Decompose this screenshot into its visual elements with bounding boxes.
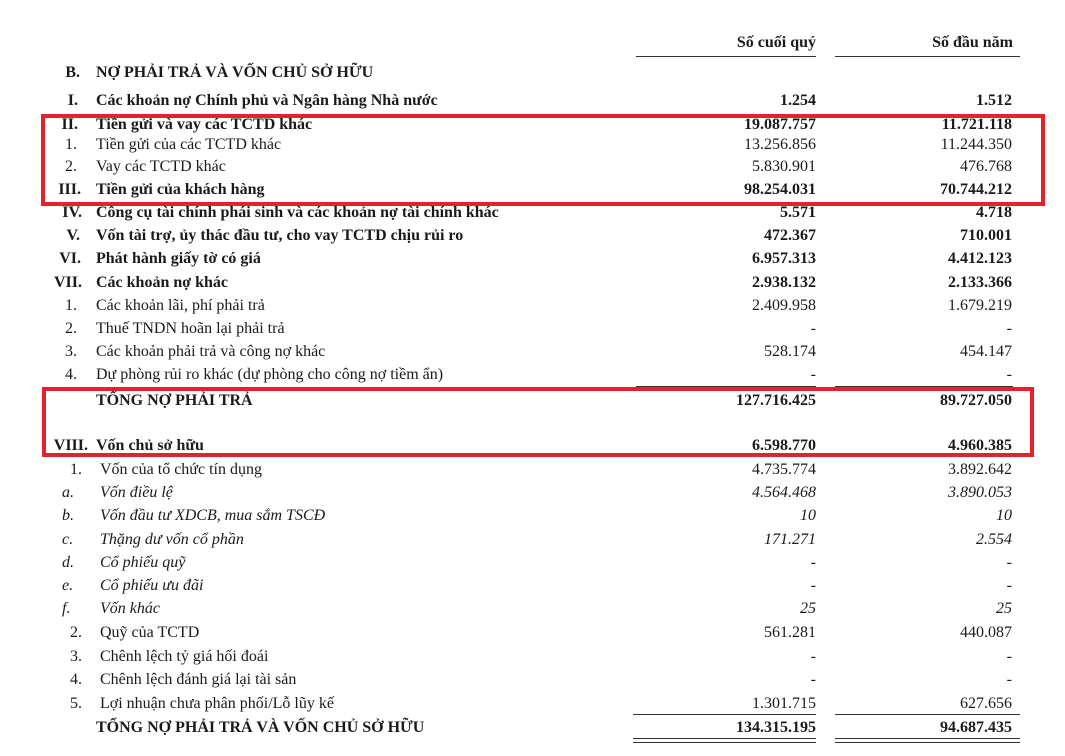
row-value-opening: 89.727.050 (940, 392, 1012, 409)
row-code: IV. (62, 204, 82, 221)
row-value-opening: 627.656 (960, 695, 1012, 712)
row-value-opening: - (1006, 671, 1012, 688)
row-label: Vay các TCTD khác (96, 158, 226, 175)
row-value-opening: - (1006, 320, 1012, 337)
row-label: Vốn chủ sở hữu (96, 437, 204, 454)
table-row (0, 225, 1065, 247)
row-value-current: 25 (800, 600, 816, 617)
row-value-current: - (810, 320, 816, 337)
row-code: II. (61, 116, 78, 133)
row-label: Dự phòng rủi ro khác (dự phòng cho công nợ tiềm ẩn) (96, 366, 444, 383)
row-value-opening: 70.744.212 (940, 181, 1012, 198)
row-label: Công cụ tài chính phái sinh và các khoản nợ tài chính khác (96, 204, 499, 221)
table-row (0, 482, 1065, 504)
row-code: e. (62, 577, 74, 594)
column-header-rule (835, 56, 1020, 57)
table-row (0, 90, 1065, 112)
table-row (0, 364, 1065, 386)
row-value-current: 472.367 (764, 227, 816, 244)
table-row (0, 598, 1065, 620)
row-label: TỔNG NỢ PHẢI TRẢ VÀ VỐN CHỦ SỞ HỮU (96, 719, 425, 736)
row-value-opening: 1.512 (976, 92, 1012, 109)
row-value-current: 98.254.031 (744, 181, 816, 198)
section-title: NỢ PHẢI TRẢ VÀ VỐN CHỦ SỞ HỮU (96, 64, 374, 81)
table-row-grand-total (0, 717, 1065, 739)
row-code: VI. (59, 250, 81, 267)
row-code: 4. (65, 366, 77, 383)
row-value-current: 5.571 (780, 204, 816, 221)
row-value-current: 13.256.856 (744, 136, 816, 153)
row-value-current: 10 (800, 507, 816, 524)
row-code: 1. (65, 136, 77, 153)
row-value-current: 5.830.901 (752, 158, 816, 175)
row-code: 4. (70, 671, 82, 688)
row-value-current: 528.174 (764, 343, 816, 360)
row-label: Quỹ của TCTD (100, 624, 200, 641)
section-heading (0, 62, 1065, 84)
column-header-rule (636, 56, 816, 57)
row-label: Thặng dư vốn cổ phần (100, 531, 244, 548)
row-value-opening: 3.890.053 (948, 484, 1012, 501)
row-value-current: - (810, 554, 816, 571)
row-code: 5. (70, 695, 82, 712)
row-value-current: 1.254 (780, 92, 816, 109)
row-value-current: 6.957.313 (752, 250, 816, 267)
row-label: Các khoản nợ khác (96, 274, 229, 291)
row-value-opening: 1.679.219 (948, 297, 1012, 314)
row-value-current: 127.716.425 (736, 392, 816, 409)
row-value-opening: - (1006, 577, 1012, 594)
highlight-box-total-liabilities-equity (42, 387, 1034, 457)
table-row (0, 272, 1065, 294)
row-value-current: - (810, 577, 816, 594)
row-value-opening: 710.001 (960, 227, 1012, 244)
table-row (0, 646, 1065, 668)
row-value-opening: 440.087 (960, 624, 1012, 641)
row-value-opening: 25 (996, 600, 1012, 617)
row-code: 2. (65, 158, 77, 175)
column-header-opening: Số đầu năm (932, 34, 1013, 51)
table-row (0, 669, 1065, 691)
row-code: 1. (65, 297, 77, 314)
row-label: Cổ phiếu ưu đãi (100, 577, 204, 594)
row-value-current: 4.735.774 (752, 461, 816, 478)
row-label: Thuế TNDN hoãn lại phải trả (96, 320, 285, 337)
row-code: VII. (53, 274, 82, 291)
grand-total-double-rule (633, 738, 816, 743)
row-label: Các khoản nợ Chính phủ và Ngân hàng Nhà nước (96, 92, 438, 109)
row-code: c. (62, 531, 74, 548)
subtotal-rule (633, 714, 816, 715)
row-value-opening: - (1006, 648, 1012, 665)
row-label: Tiền gửi và vay các TCTD khác (96, 116, 313, 133)
row-value-opening: 94.687.435 (940, 719, 1012, 736)
row-value-current: 2.409.958 (752, 297, 816, 314)
row-label: Vốn của tổ chức tín dụng (100, 461, 262, 478)
row-value-opening: - (1006, 366, 1012, 383)
row-code: 2. (65, 320, 77, 337)
row-label: Vốn điều lệ (100, 484, 173, 501)
row-code: 2. (70, 624, 82, 641)
row-code: I. (67, 92, 78, 109)
table-row (0, 552, 1065, 574)
row-label: Lợi nhuận chưa phân phối/Lỗ lũy kế (100, 695, 334, 712)
row-value-opening: 10 (996, 507, 1012, 524)
row-label: Tiền gửi của các TCTD khác (96, 136, 282, 153)
column-header-current: Số cuối quý (736, 34, 816, 51)
table-row (0, 318, 1065, 340)
row-value-current: 1.301.715 (752, 695, 816, 712)
row-label: Tiền gửi của khách hàng (96, 181, 265, 198)
row-value-opening: 4.718 (976, 204, 1012, 221)
grand-total-double-rule (835, 738, 1020, 743)
row-label: Cổ phiếu quỹ (100, 554, 186, 571)
row-label: Các khoản lãi, phí phải trả (96, 297, 265, 314)
row-label: Các khoản phải trả và công nợ khác (96, 343, 326, 360)
row-value-opening: 4.412.123 (948, 250, 1012, 267)
table-row (0, 459, 1065, 481)
row-value-opening: 476.768 (960, 158, 1012, 175)
row-value-current: 561.281 (764, 624, 816, 641)
row-code: III. (58, 181, 81, 198)
row-value-current: 171.271 (764, 531, 816, 548)
subtotal-rule (835, 714, 1020, 715)
table-row (0, 341, 1065, 363)
table-row (0, 295, 1065, 317)
row-code: 1. (70, 461, 82, 478)
row-value-opening: 2.554 (976, 531, 1012, 548)
row-value-opening: 3.892.642 (948, 461, 1012, 478)
row-code: d. (62, 554, 74, 571)
row-label: Chênh lệch đánh giá lại tài sản (100, 671, 297, 688)
table-row (0, 505, 1065, 527)
row-label: TỔNG NỢ PHẢI TRẢ (96, 392, 253, 409)
row-code: f. (62, 600, 71, 617)
row-code: 3. (65, 343, 77, 360)
table-row (0, 248, 1065, 270)
table-row (0, 622, 1065, 644)
table-row (0, 575, 1065, 597)
row-value-opening: 11.721.118 (941, 116, 1012, 133)
highlight-box-interbank-and-deposits (41, 114, 1045, 206)
row-label: Vốn đầu tư XDCB, mua sắm TSCĐ (100, 507, 326, 524)
row-label: Phát hành giấy tờ có giá (96, 250, 261, 267)
row-code: b. (62, 507, 74, 524)
row-value-opening: 2.133.366 (948, 274, 1012, 291)
row-code: a. (62, 484, 74, 501)
row-value-current: 2.938.132 (752, 274, 816, 291)
row-label: Chênh lệch tỷ giá hối đoái (100, 648, 269, 665)
row-code: V. (66, 227, 80, 244)
row-value-opening: - (1006, 554, 1012, 571)
table-row (0, 693, 1065, 715)
row-value-current: - (810, 648, 816, 665)
row-code: 3. (70, 648, 82, 665)
section-code: B. (65, 64, 80, 81)
row-value-current: - (810, 366, 816, 383)
row-value-current: 19.087.757 (744, 116, 816, 133)
row-label: Vốn tài trợ, ủy thác đầu tư, cho vay TCTD chịu rủi ro (96, 227, 464, 244)
table-row (0, 529, 1065, 551)
row-value-current: 6.598.770 (752, 437, 816, 454)
row-value-current: - (810, 671, 816, 688)
row-value-current: 4.564.468 (752, 484, 816, 501)
row-code: VIII. (53, 437, 88, 454)
row-label: Vốn khác (100, 600, 160, 617)
row-value-opening: 454.147 (960, 343, 1012, 360)
row-value-current: 134.315.195 (736, 719, 816, 736)
row-value-opening: 11.244.350 (940, 136, 1012, 153)
row-value-opening: 4.960.385 (948, 437, 1012, 454)
